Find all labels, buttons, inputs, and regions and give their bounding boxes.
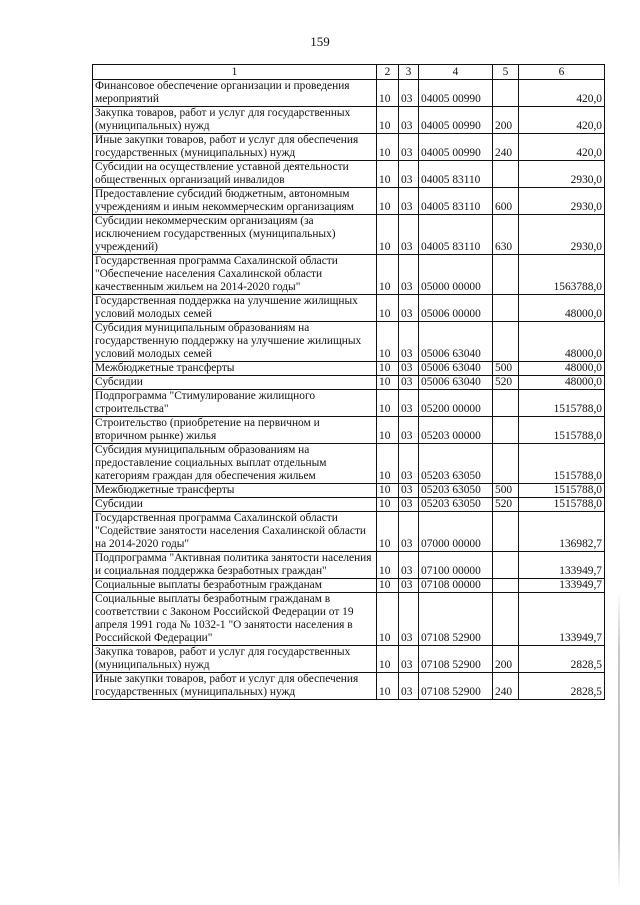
row-expense-type: [493, 80, 519, 107]
row-name: Межбюджетные трансферты: [93, 484, 377, 498]
row-subsection: 03: [399, 673, 419, 700]
table-row: [93, 161, 605, 188]
row-expense-type: [493, 512, 519, 552]
table-header-row: [93, 65, 605, 80]
row-sum: 1515788,0: [519, 498, 605, 512]
row-section: 10: [377, 107, 399, 134]
row-target-article: 07108 52900: [419, 593, 493, 646]
row-target-article: 04005 00990: [419, 134, 493, 161]
row-name: Межбюджетные трансферты: [93, 362, 377, 376]
row-expense-type: [493, 255, 519, 295]
row-expense-type: 630: [493, 215, 519, 255]
table-row: [93, 552, 605, 579]
row-sum: 48000,0: [519, 362, 605, 376]
row-section: 10: [377, 552, 399, 579]
table-row: [93, 417, 605, 444]
row-section: 10: [377, 512, 399, 552]
row-expense-type: 520: [493, 376, 519, 390]
row-name: Подпрограмма "Активная политика занятости населения и социальная поддержка безработных граждан": [93, 552, 377, 579]
table-row: [93, 646, 605, 673]
row-section: 10: [377, 255, 399, 295]
row-target-article: 04005 83110: [419, 215, 493, 255]
row-name: Предоставление субсидий бюджетным, автономным учреждениям и иным некоммерческим организациям: [93, 188, 377, 215]
row-section: 10: [377, 390, 399, 417]
row-subsection: 03: [399, 552, 419, 579]
row-subsection: 03: [399, 484, 419, 498]
row-section: 10: [377, 444, 399, 484]
page-number: 159: [310, 34, 330, 49]
row-target-article: 04005 00990: [419, 107, 493, 134]
row-expense-type: [493, 161, 519, 188]
row-name: Закупка товаров, работ и услуг для государственных (муниципальных) нужд: [93, 646, 377, 673]
row-section: 10: [377, 161, 399, 188]
row-subsection: 03: [399, 80, 419, 107]
budget-table: [92, 64, 605, 700]
row-name: Государственная поддержка на улучшение жилищных условий молодых семей: [93, 295, 377, 322]
row-sum: 133949,7: [519, 579, 605, 593]
table-row: [93, 390, 605, 417]
row-expense-type: [493, 444, 519, 484]
row-target-article: 07108 52900: [419, 646, 493, 673]
table-row: [93, 322, 605, 362]
row-sum: 1515788,0: [519, 484, 605, 498]
row-section: 10: [377, 362, 399, 376]
row-target-article: 07000 00000: [419, 512, 493, 552]
row-expense-type: 200: [493, 646, 519, 673]
table-row: [93, 444, 605, 484]
row-name: Субсидии: [93, 498, 377, 512]
row-name: Иные закупки товаров, работ и услуг для обеспечения государственных (муниципальных) нужд: [93, 673, 377, 700]
row-target-article: 07108 00000: [419, 579, 493, 593]
row-expense-type: [493, 552, 519, 579]
row-name: Подпрограмма "Стимулирование жилищного строительства": [93, 390, 377, 417]
row-name: Закупка товаров, работ и услуг для государственных (муниципальных) нужд: [93, 107, 377, 134]
row-sum: 48000,0: [519, 295, 605, 322]
header-subsection: 3: [399, 65, 419, 80]
row-target-article: 05203 63050: [419, 484, 493, 498]
row-sum: 2930,0: [519, 161, 605, 188]
row-sum: 1515788,0: [519, 444, 605, 484]
row-subsection: 03: [399, 498, 419, 512]
row-section: 10: [377, 295, 399, 322]
row-subsection: 03: [399, 255, 419, 295]
row-target-article: 05203 00000: [419, 417, 493, 444]
table-row: [93, 673, 605, 700]
row-expense-type: 240: [493, 673, 519, 700]
row-sum: 2828,5: [519, 646, 605, 673]
header-section: 2: [377, 65, 399, 80]
table-row: [93, 80, 605, 107]
row-target-article: 07100 00000: [419, 552, 493, 579]
row-name: Финансовое обеспечение организации и проведения мероприятий: [93, 80, 377, 107]
table-row: [93, 295, 605, 322]
row-name: Субсидия муниципальным образованиям на государственную поддержку на улучшение жилищных условий молодых семей: [93, 322, 377, 362]
row-section: 10: [377, 322, 399, 362]
row-expense-type: 520: [493, 498, 519, 512]
row-expense-type: 500: [493, 362, 519, 376]
row-section: 10: [377, 188, 399, 215]
row-section: 10: [377, 646, 399, 673]
row-target-article: 04005 83110: [419, 161, 493, 188]
row-sum: 2930,0: [519, 215, 605, 255]
row-target-article: 05006 63040: [419, 362, 493, 376]
row-expense-type: [493, 390, 519, 417]
row-section: 10: [377, 673, 399, 700]
table-row: [93, 484, 605, 498]
row-expense-type: 200: [493, 107, 519, 134]
header-name: 1: [93, 65, 377, 80]
row-expense-type: [493, 322, 519, 362]
table-row: [93, 593, 605, 646]
row-expense-type: [493, 593, 519, 646]
table-row: [93, 362, 605, 376]
table-row: [93, 215, 605, 255]
row-name: Социальные выплаты безработным гражданам в соответствии с Законом Российской Федерации от 19 апреля 1991 года № 1032-1 "О занятости населения в Российской Федерации": [93, 593, 377, 646]
row-section: 10: [377, 579, 399, 593]
row-subsection: 03: [399, 593, 419, 646]
row-sum: 420,0: [519, 80, 605, 107]
row-section: 10: [377, 215, 399, 255]
row-name: Иные закупки товаров, работ и услуг для обеспечения государственных (муниципальных) нужд: [93, 134, 377, 161]
table-row: [93, 579, 605, 593]
row-sum: 48000,0: [519, 322, 605, 362]
row-target-article: 07108 52900: [419, 673, 493, 700]
row-subsection: 03: [399, 362, 419, 376]
row-subsection: 03: [399, 579, 419, 593]
row-name: Субсидии некоммерческим организациям (за исключением государственных (муниципальных) учреждений): [93, 215, 377, 255]
row-expense-type: [493, 295, 519, 322]
row-sum: 1563788,0: [519, 255, 605, 295]
header-target-article: 4: [419, 65, 493, 80]
header-sum: 6: [519, 65, 605, 80]
row-subsection: 03: [399, 444, 419, 484]
row-subsection: 03: [399, 417, 419, 444]
row-sum: 2930,0: [519, 188, 605, 215]
row-expense-type: 240: [493, 134, 519, 161]
row-sum: 1515788,0: [519, 417, 605, 444]
table-row: [93, 498, 605, 512]
row-expense-type: [493, 417, 519, 444]
row-sum: 420,0: [519, 107, 605, 134]
row-subsection: 03: [399, 215, 419, 255]
row-target-article: 05006 00000: [419, 295, 493, 322]
row-subsection: 03: [399, 295, 419, 322]
row-name: Субсидии: [93, 376, 377, 390]
table-row: [93, 188, 605, 215]
table-row: [93, 512, 605, 552]
row-subsection: 03: [399, 188, 419, 215]
row-target-article: 05203 63050: [419, 444, 493, 484]
table-row: [93, 134, 605, 161]
row-name: Государственная программа Сахалинской области "Обеспечение населения Сахалинской области качественным жильем на 2014-2020 годы": [93, 255, 377, 295]
row-section: 10: [377, 484, 399, 498]
row-target-article: 04005 83110: [419, 188, 493, 215]
row-section: 10: [377, 376, 399, 390]
row-sum: 420,0: [519, 134, 605, 161]
row-sum: 133949,7: [519, 552, 605, 579]
table-row: [93, 107, 605, 134]
row-subsection: 03: [399, 107, 419, 134]
row-subsection: 03: [399, 161, 419, 188]
row-section: 10: [377, 498, 399, 512]
row-sum: 133949,7: [519, 593, 605, 646]
row-subsection: 03: [399, 512, 419, 552]
row-target-article: 05006 63040: [419, 322, 493, 362]
table-row: [93, 255, 605, 295]
row-section: 10: [377, 593, 399, 646]
row-subsection: 03: [399, 390, 419, 417]
row-expense-type: [493, 579, 519, 593]
row-expense-type: 600: [493, 188, 519, 215]
row-target-article: 05006 63040: [419, 376, 493, 390]
row-subsection: 03: [399, 376, 419, 390]
row-name: Строительство (приобретение на первичном и вторичном рынке) жилья: [93, 417, 377, 444]
row-target-article: 04005 00990: [419, 80, 493, 107]
row-target-article: 05200 00000: [419, 390, 493, 417]
row-subsection: 03: [399, 134, 419, 161]
row-sum: 48000,0: [519, 376, 605, 390]
header-expense-type: 5: [493, 65, 519, 80]
row-section: 10: [377, 417, 399, 444]
row-name: Социальные выплаты безработным гражданам: [93, 579, 377, 593]
row-name: Государственная программа Сахалинской области "Содействие занятости населения Сахалинской области на 2014-2020 годы": [93, 512, 377, 552]
row-target-article: 05000 00000: [419, 255, 493, 295]
row-target-article: 05203 63050: [419, 498, 493, 512]
row-name: Субсидии на осуществление уставной деятельности общественных организаций инвалидов: [93, 161, 377, 188]
scan-edge: [618, 590, 620, 890]
row-subsection: 03: [399, 322, 419, 362]
row-name: Субсидия муниципальным образованиям на предоставление социальных выплат отдельным категориям граждан для обеспечения жильем: [93, 444, 377, 484]
row-sum: 1515788,0: [519, 390, 605, 417]
row-subsection: 03: [399, 646, 419, 673]
row-sum: 136982,7: [519, 512, 605, 552]
row-sum: 2828,5: [519, 673, 605, 700]
row-section: 10: [377, 80, 399, 107]
row-section: 10: [377, 134, 399, 161]
table-row: [93, 376, 605, 390]
row-expense-type: 500: [493, 484, 519, 498]
